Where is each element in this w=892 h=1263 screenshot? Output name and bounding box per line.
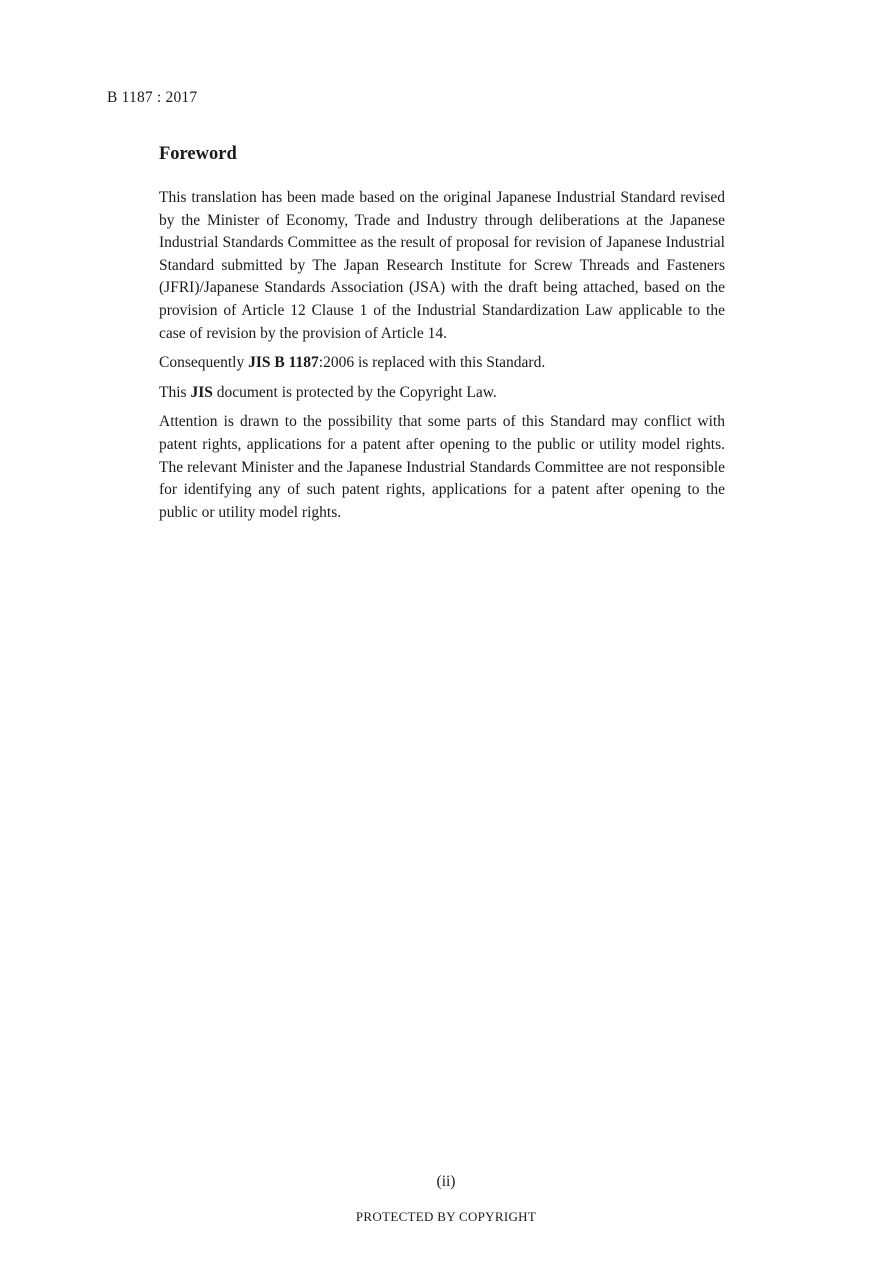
foreword-paragraph-translation: This translation has been made based on the original Japanese Industrial Standard revised by the Minister of Economy, Trade and Industry through deliberations at the Japanese Industrial Standards Committee as the result of proposal for revision of Japanese Industrial Standard submitted by The Japan Research Institute for Screw Threads and Fasteners (JFRI)/Japanese Standards Association (JSA) with the draft being attached, based on the provision of Article 12 Clause 1 of the Industrial Standardization Law applicable to the case of revision by the provision of Article 14. [159,189,725,342]
replacement-text-before: Consequently [159,354,249,372]
foreword-paragraph-patent: Attention is drawn to the possibility that some parts of this Standard may conflict with patent rights, applications for a patent after opening to the public or utility model rights. The relevant Minister and the Japanese Industrial Standards Committee are not responsible for identifying any of such patent rights, applications for a patent after opening to the public or utility model rights. [159,413,725,521]
copyright-text-before: This [159,383,191,401]
foreword-paragraph-copyright [159,382,725,405]
document-id: B 1187 : 2017 [107,89,198,106]
copyright-notice: PROTECTED BY COPYRIGHT [355,1209,537,1224]
replaced-standard-ref: JIS B 1187 [248,354,319,372]
jis-ref: JIS [190,383,213,401]
copyright-text-after: document is protected by the Copyright Law. [212,383,497,401]
foreword-title: Foreword [159,144,237,164]
replacement-text-after: :2006 is replaced with this Standard. [318,354,546,372]
page-number: (ii) [436,1173,456,1190]
foreword-paragraph-replacement [159,352,725,375]
foreword-section [159,143,725,531]
